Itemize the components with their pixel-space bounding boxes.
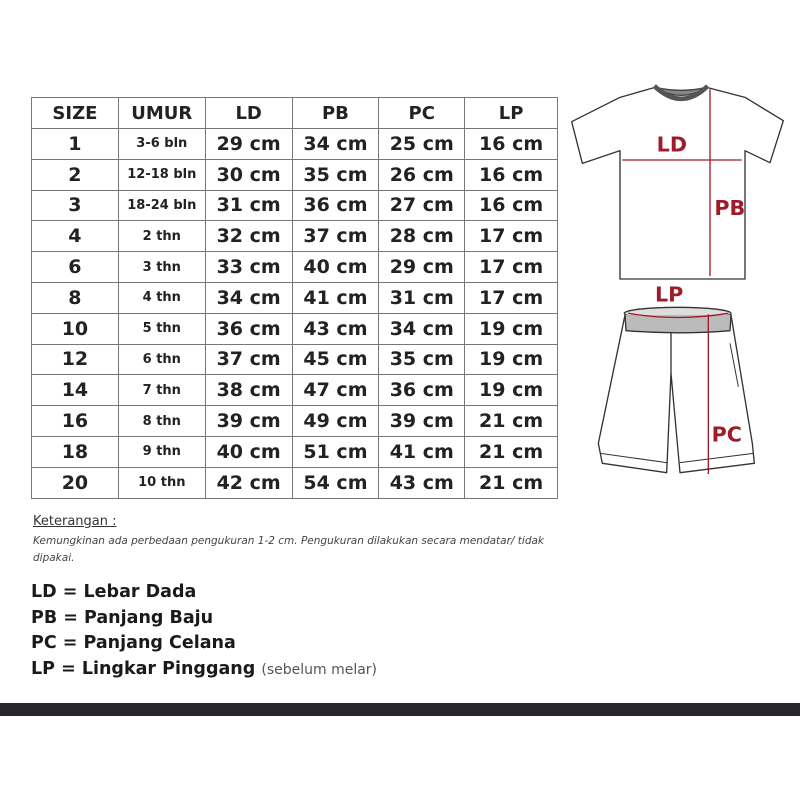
table-cell: 39 cm: [379, 406, 465, 437]
lp-label: LP: [655, 282, 684, 307]
table-cell: 36 cm: [379, 375, 465, 406]
table-row: [32, 406, 558, 437]
table-cell: 54 cm: [292, 467, 379, 498]
table-cell: 19 cm: [465, 344, 558, 375]
table-row: [32, 436, 558, 467]
table-cell: 21 cm: [465, 436, 558, 467]
table-cell: 4: [32, 221, 119, 252]
table-cell: 47 cm: [292, 375, 379, 406]
table-cell: 3: [32, 190, 119, 221]
legend-text: LD = Lebar Dada: [31, 582, 197, 602]
table-cell: 27 cm: [379, 190, 465, 221]
table-cell: 45 cm: [292, 344, 379, 375]
table-cell: 2: [32, 159, 119, 190]
pb-label: PB: [714, 196, 746, 220]
table-cell: 37 cm: [205, 344, 292, 375]
table-cell: 17 cm: [465, 252, 558, 283]
table-cell: 20: [32, 467, 119, 498]
column-header: SIZE: [32, 98, 119, 129]
table-cell: 12-18 bln: [118, 159, 205, 190]
table-cell: 8: [32, 282, 119, 313]
table-cell: 29 cm: [379, 252, 465, 283]
table-cell: 16 cm: [465, 129, 558, 160]
shorts-drawing: [598, 307, 754, 472]
table-cell: 35 cm: [379, 344, 465, 375]
table-cell: 37 cm: [292, 221, 379, 252]
notes-title: Keterangan :: [33, 514, 117, 529]
table-cell: 33 cm: [205, 252, 292, 283]
table-cell: 34 cm: [379, 313, 465, 344]
table-cell: 34 cm: [292, 129, 379, 160]
table-cell: 25 cm: [379, 129, 465, 160]
table-row: [32, 159, 558, 190]
legend-text: PC = Panjang Celana: [31, 633, 236, 653]
table-cell: 17 cm: [465, 221, 558, 252]
column-header: PC: [379, 98, 465, 129]
table-cell: 36 cm: [205, 313, 292, 344]
table-cell: 32 cm: [205, 221, 292, 252]
table-cell: 3-6 bln: [118, 129, 205, 160]
table-row: [32, 344, 558, 375]
table-cell: 26 cm: [379, 159, 465, 190]
table-row: [32, 375, 558, 406]
column-header: LD: [205, 98, 292, 129]
table-cell: 43 cm: [379, 467, 465, 498]
table-cell: 14: [32, 375, 119, 406]
table-cell: 36 cm: [292, 190, 379, 221]
table-cell: 40 cm: [292, 252, 379, 283]
table-cell: 16 cm: [465, 190, 558, 221]
notes-text: Kemungkinan ada perbedaan pengukuran 1-2 cm. Pengukuran dilakukan secara mendatar/ tidak dipakai.: [33, 535, 545, 564]
table-cell: 8 thn: [118, 406, 205, 437]
table-row: [32, 252, 558, 283]
table-cell: 6: [32, 252, 119, 283]
table-cell: 43 cm: [292, 313, 379, 344]
legend-item: [31, 606, 377, 632]
bottom-bar: [0, 703, 800, 716]
notes-section: [33, 514, 553, 567]
garment-illustration: [565, 80, 785, 490]
pc-label: PC: [711, 422, 742, 447]
table-cell: 9 thn: [118, 436, 205, 467]
table-cell: 16 cm: [465, 159, 558, 190]
table-cell: 49 cm: [292, 406, 379, 437]
table-cell: 16: [32, 406, 119, 437]
table-cell: 18-24 bln: [118, 190, 205, 221]
table-cell: 7 thn: [118, 375, 205, 406]
legend-item: [31, 657, 377, 684]
table-cell: 35 cm: [292, 159, 379, 190]
table-header-row: [32, 98, 558, 129]
table-cell: 3 thn: [118, 252, 205, 283]
table-cell: 41 cm: [379, 436, 465, 467]
legend-text: PB = Panjang Baju: [31, 607, 214, 628]
table-row: [32, 221, 558, 252]
table-cell: 10: [32, 313, 119, 344]
table-cell: 6 thn: [118, 344, 205, 375]
column-header: UMUR: [118, 98, 205, 129]
table-cell: 21 cm: [465, 467, 558, 498]
table-cell: 31 cm: [205, 190, 292, 221]
table-cell: 19 cm: [465, 375, 558, 406]
column-header: PB: [292, 98, 379, 129]
size-chart-table: [31, 97, 558, 499]
legend-item: [31, 580, 377, 606]
table-cell: 30 cm: [205, 159, 292, 190]
table-cell: 17 cm: [465, 282, 558, 313]
table-cell: 38 cm: [205, 375, 292, 406]
abbreviation-legend: [31, 580, 377, 683]
table-cell: 19 cm: [465, 313, 558, 344]
table-cell: 51 cm: [292, 436, 379, 467]
table-cell: 4 thn: [118, 282, 205, 313]
table-cell: 10 thn: [118, 467, 205, 498]
table-cell: 42 cm: [205, 467, 292, 498]
table-cell: 41 cm: [292, 282, 379, 313]
table-cell: 31 cm: [379, 282, 465, 313]
table-cell: 12: [32, 344, 119, 375]
column-header: LP: [465, 98, 558, 129]
table-cell: 21 cm: [465, 406, 558, 437]
table-row: [32, 282, 558, 313]
table-cell: 28 cm: [379, 221, 465, 252]
shirt-drawing: [572, 86, 784, 279]
legend-text: LP = Lingkar Pinggang: [31, 658, 256, 679]
table-cell: 39 cm: [205, 406, 292, 437]
table-row: [32, 129, 558, 160]
ld-label: LD: [656, 132, 687, 157]
table-cell: 1: [32, 129, 119, 160]
table-cell: 5 thn: [118, 313, 205, 344]
table-row: [32, 190, 558, 221]
table-cell: 29 cm: [205, 129, 292, 160]
legend-item: [31, 631, 377, 657]
table-row: [32, 313, 558, 344]
table-cell: 34 cm: [205, 282, 292, 313]
legend-subtext: (sebelum melar): [261, 661, 378, 678]
table-cell: 40 cm: [205, 436, 292, 467]
table-cell: 18: [32, 436, 119, 467]
table-cell: 2 thn: [118, 221, 205, 252]
table-row: [32, 467, 558, 498]
